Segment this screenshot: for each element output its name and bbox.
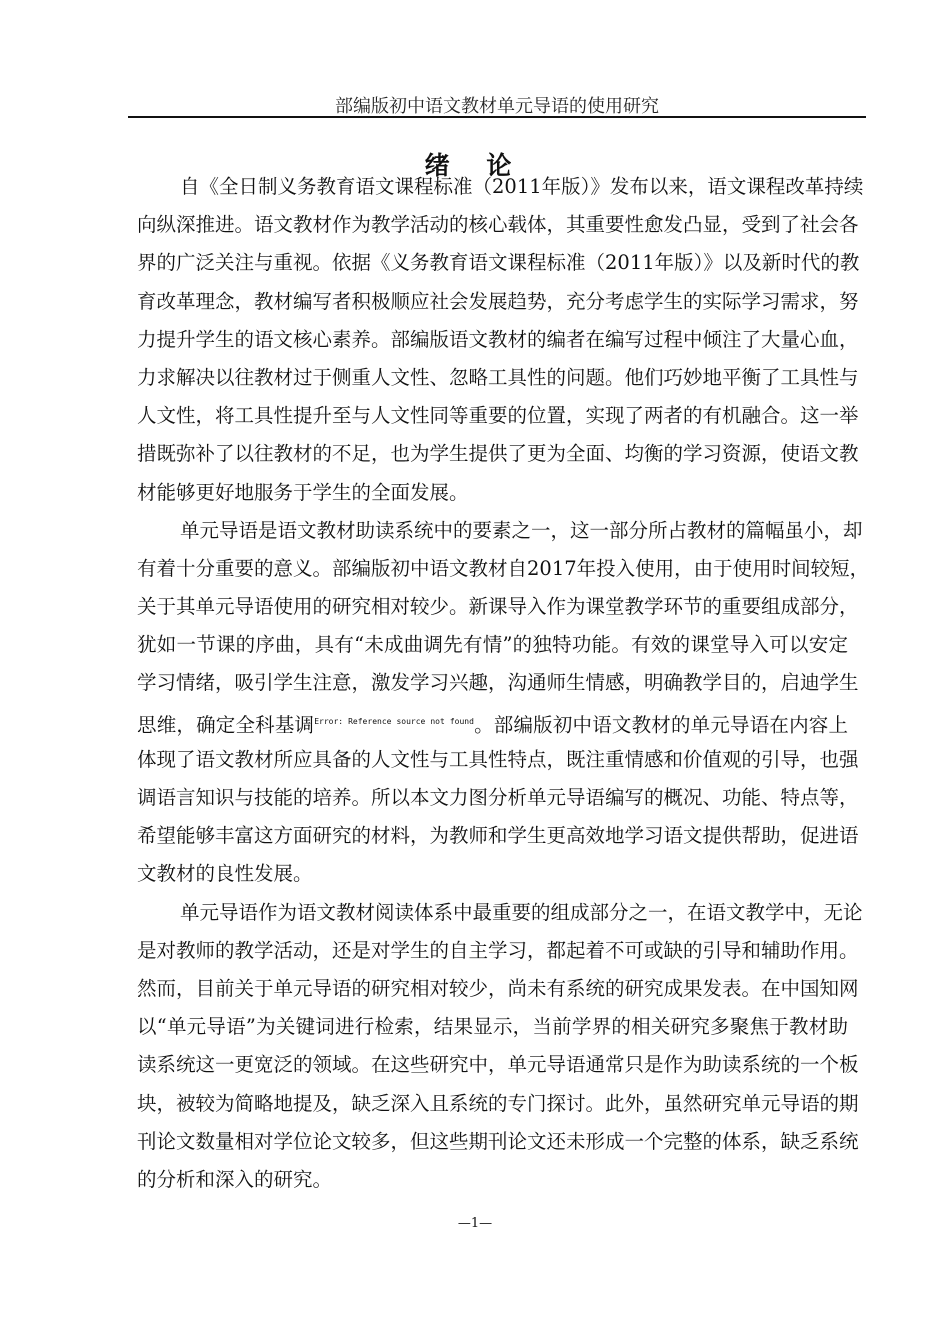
text-line: 犹如一节课的序曲，具有“未成曲调先有情”的独特功能。有效的课堂导入可以安定 bbox=[137, 633, 848, 657]
text-line: 然而，目前关于单元导语的研究相对较少，尚未有系统的研究成果发表。在中国知网 bbox=[137, 976, 859, 1000]
text-line: 刊论文数量相对学位论文较多，但这些期刊论文还未形成一个完整的体系，缺乏系统 bbox=[137, 1129, 859, 1153]
paragraph-2 bbox=[137, 516, 870, 898]
text-line: 措既弥补了以往教材的不足，也为学生提供了更为全面、均衡的学习资源，使语文教 bbox=[137, 442, 859, 466]
text-line: 自《全日制义务教育语文课程标准（2011年版）》发布以来，语文课程改革持续 bbox=[180, 175, 864, 198]
text-segment: 。部编版初中语文教材的单元导语在内容上 bbox=[473, 713, 848, 737]
reference-error: Error: Reference source not found bbox=[314, 716, 474, 726]
text-line: 学习情绪，吸引学生注意，激发学习兴趣，沟通师生情感，明确教学目的，启迪学生 bbox=[137, 671, 859, 695]
text-line: 向纵深推进。语文教材作为教学活动的核心载体，其重要性愈发凸显，受到了社会各 bbox=[137, 213, 859, 237]
chapter-title: 绪 论 bbox=[424, 151, 526, 180]
running-header: 部编版初中语文教材单元导语的使用研究 bbox=[335, 96, 659, 117]
text-line: 界的广泛关注与重视。依据《义务教育语文课程标准（2011年版）》以及新时代的教 bbox=[137, 251, 860, 275]
text-line: 读系统这一更宽泛的领域。在这些研究中，单元导语通常只是作为助读系统的一个板 bbox=[137, 1053, 859, 1077]
text-segment: 思维，确定全科基调 bbox=[137, 713, 315, 737]
text-line: 材能够更好地服务于学生的全面发展。 bbox=[137, 480, 469, 504]
text-line: 块，被较为简略地提及，缺乏深入且系统的专门探讨。此外，虽然研究单元导语的期 bbox=[137, 1091, 859, 1115]
text-line: 单元导语是语文教材助读系统中的要素之一，这一部分所占教材的篇幅虽小，却 bbox=[180, 518, 863, 542]
text-line: 体现了语文教材所应具备的人文性与工具性特点，既注重情感和价值观的引导，也强 bbox=[137, 747, 859, 771]
paragraph-1 bbox=[137, 172, 864, 516]
text-line-with-reference bbox=[137, 707, 848, 745]
text-line: 关于其单元导语使用的研究相对较少。新课导入作为课堂教学环节的重要组成部分， bbox=[137, 595, 859, 619]
text-line: 力求解决以往教材过于侧重人文性、忽略工具性的问题。他们巧妙地平衡了工具性与 bbox=[137, 365, 859, 389]
text-line: 调语言知识与技能的培养。所以本文力图分析单元导语编写的概况、功能、特点等， bbox=[137, 786, 859, 809]
text-line: 以“单元导语”为关键词进行检索，结果显示，当前学界的相关研究多聚焦于教材助 bbox=[137, 1015, 848, 1039]
text-line: 单元导语作为语文教材阅读体系中最重要的组成部分之一，在语文教学中，无论 bbox=[180, 900, 863, 924]
body-text bbox=[137, 172, 870, 1203]
text-line: 有着十分重要的意义。部编版初中语文教材自2017年投入使用，由于使用时间较短， bbox=[137, 556, 870, 580]
text-line: 育改革理念，教材编写者积极顺应社会发展趋势，充分考虑学生的实际学习需求，努 bbox=[137, 289, 859, 313]
text-line: 的分析和深入的研究。 bbox=[137, 1167, 333, 1191]
text-line: 文教材的良性发展。 bbox=[137, 862, 313, 886]
header-rule bbox=[128, 116, 866, 118]
text-line: 力提升学生的语文核心素养。部编版语文教材的编者在编写过程中倾注了大量心血， bbox=[137, 327, 859, 351]
text-line: 希望能够丰富这方面研究的材料，为教师和学生更高效地学习语文提供帮助，促进语 bbox=[137, 824, 859, 848]
page-number: —1— bbox=[457, 1216, 493, 1231]
text-line: 是对教师的教学活动，还是对学生的自主学习，都起着不可或缺的引导和辅助作用。 bbox=[137, 938, 859, 962]
text-line: 人文性，将工具性提升至与人文性同等重要的位置，实现了两者的有机融合。这一举 bbox=[137, 404, 859, 428]
paragraph-3 bbox=[137, 898, 863, 1204]
